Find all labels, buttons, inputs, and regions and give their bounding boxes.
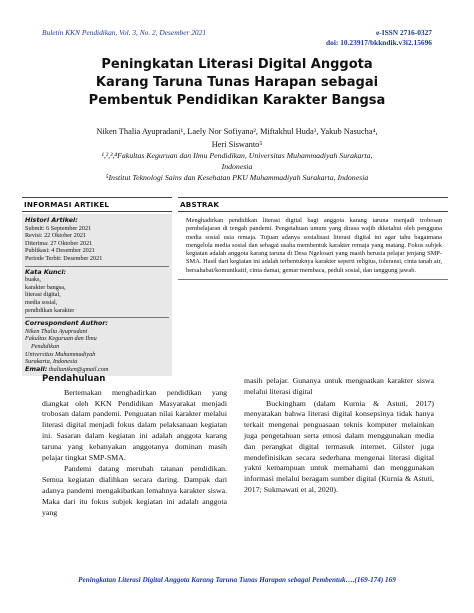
section-heading: Pendahuluan — [42, 374, 106, 384]
article-history — [22, 214, 172, 376]
body-column-right — [244, 376, 434, 497]
authors-line-1: Niken Thalia Ayupradani¹, Laely Nor Sofiyana², Miftakhul Huda³, Yakub Nasucha⁴, — [96, 127, 378, 136]
authors-line-2: Heri Siswanto⁵ — [211, 140, 263, 149]
paper-title — [0, 56, 474, 110]
author-list — [60, 125, 414, 151]
article-info-panel — [22, 197, 172, 376]
correspondent-details — [25, 328, 169, 366]
paragraph: Pandemi datang merubah tatanan pendidikan. Semua kegiatan dialihkan secara daring. Dampak dari adanya pandemi mengakibatkan lemahnya karakter siswa. Maka dari itu fokus subjek kegiatan ini adalah anggota yang — [42, 464, 227, 517]
history-published: Publikasi: 4 Desember 2021 — [25, 247, 95, 255]
journal-identifiers — [326, 28, 432, 48]
title-line-3: Pembentuk Pendidikan Karakter Bangsa — [88, 93, 386, 108]
abstract-panel — [178, 197, 448, 280]
affiliation-2: ⁵Institut Teknologi Sains dan Kesehatan PKU Muhammadiyah Surakarta, Indonesia — [105, 173, 369, 182]
history-revision: Revisi: 22 Oktober 2021 — [25, 232, 87, 240]
body-column-left — [42, 374, 227, 519]
keyword-item: pendidikan karakter — [25, 306, 75, 314]
keywords-label: Kata Kunci: — [25, 267, 67, 276]
keyword-item: literasi digital, — [25, 291, 61, 299]
doi: doi: 10.23917/bkkndik.v3i2.15696 — [326, 38, 432, 47]
affiliation-1-country: Indonesia — [221, 162, 253, 171]
title-line-1: Peningkatan Literasi Digital Anggota — [101, 57, 373, 72]
correspondent-line: Universitas Muhammadiyah — [25, 350, 96, 358]
abstract-heading: ABSTRAK — [178, 197, 448, 212]
keyword-item: karakter bangsa, — [25, 283, 66, 291]
email-row — [25, 366, 169, 374]
eissn: e-ISSN 2716-0327 — [375, 28, 432, 37]
abstract-text: Menghadirkan pendidikan literasi digital bagi anggota karang taruna menjadi trobosan pembelajaran di tengah pandemi. Pengetahuan umum yang dirasa wajib diketahui oleh pengguna media sosial usia remaja. Tujuan adanya sosialisasi literasi digital ini agar tahu bagaimana mengelola media sosial dan sebagai usaha membentuk karakter remaja yang matang. Fokus subjek kegiatan adalah anggota karang taruna di Desa Ngelosari yang masih berusia pelajar jenjang SMP-SMA. Hasil dari kegiatan ini adalah terbentuknya karakter seperti religius, toleransi, cinta tanah air, bersahabat/komunikatif, cinta damai, gemar membaca, peduli sosial, dan tanggung jawab. — [178, 212, 448, 280]
keyword-item: buaks, — [25, 276, 41, 284]
correspondent-line: Fakultas Keguruan dan Ilmu — [25, 335, 97, 343]
divider — [25, 317, 169, 318]
history-label: Histori Artikel: — [25, 216, 78, 224]
page-footer: Peningkatan Literasi Digital Anggota Karang Taruna Tunas Harapan sebagai Pembentuk….(169-174) 169 — [78, 576, 396, 584]
paragraph: masih pelajar. Gunanya untuk menguatkan karakter siswa melalui literasi digital — [244, 376, 434, 396]
article-info-heading: INFORMASI ARTIKEL — [22, 197, 172, 212]
keyword-item: media sosial, — [25, 298, 58, 306]
journal-name: Buletin KKN Pendidikan, Vol. 3, No. 2, Desember 2021 — [42, 28, 207, 37]
history-submit: Submit: 6 September 2021 — [25, 224, 92, 232]
correspondent-line: Niken Thalia Ayupradani — [25, 327, 88, 335]
correspondent-line: Pendidikan — [31, 342, 60, 350]
correspondent-label: Correspondent Author: — [25, 319, 108, 328]
history-period: Periode Terbit: Desember 2021 — [25, 254, 103, 262]
email-label: Email: — [25, 364, 48, 373]
affiliation-1: ¹,²,³,⁴Fakultas Keguruan dan Ilmu Pendidikan, Universitas Muhammadiyah Surakarta, — [101, 151, 373, 160]
paragraph: Buckingham (dalam Kurnia & Astuti, 2017) menyatakan bahwa literasi digital konsepsinya tidak hanya terkait mengenai penguasaan teknis komputer melainkan juga pengetahuan serta emosi dalam menggunakan media dan perangkat digital termasuk internet. Gilster juga mendefinisikan secara sederhana mengenai literasi digital yakni kemampuan untuk memahami dan menggunakan informasi melalui beragam sumber digital (Kurnia & Astuti, 2017; Sukmawati et al, 2020). — [244, 398, 434, 494]
affiliations — [40, 150, 434, 183]
title-line-2: Karang Taruna Tunas Harapan sebagai — [95, 75, 379, 90]
divider — [25, 266, 169, 267]
paragraph: Bertemakan menghadirkan pendidikan yang diangkat oleh KKN Pendidikan Masyarakat menjadi trobosan dalam pandemi. Penguatan nilai karakter melalui literasi digital menjadi fokus dalam pelaksanaan kegiatan ini. Sasaran dalam kegiatan ini adalah anggota karang taruna yang kebanyakan anggotanya dominan masih pelajar tingkat SMP-SMA. — [42, 387, 227, 462]
history-accepted: Diterima: 27 Oktober 2021 — [25, 239, 93, 247]
correspondent-line: Surakarta, Indonesia — [25, 358, 78, 366]
email-link[interactable]: thalianiken@gmail.com — [48, 365, 109, 373]
